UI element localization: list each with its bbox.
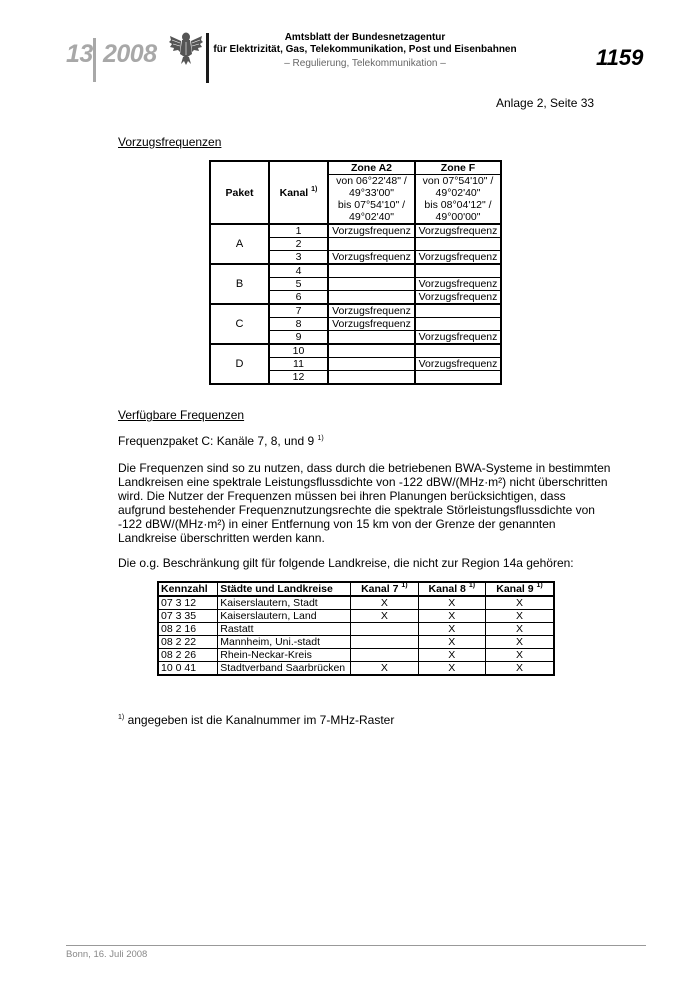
section-title-vorzugsfrequenzen: Vorzugsfrequenzen (118, 135, 222, 149)
zone-f-cell (415, 344, 501, 358)
zone-a2-cell (328, 371, 415, 385)
zone-a2-cell (328, 238, 415, 251)
kanal-9-cell: X (486, 649, 554, 662)
kanal-cell: 11 (269, 358, 328, 371)
zone-a2-cell (328, 344, 415, 358)
zone-a2-cell (328, 331, 415, 345)
zone-f-line: bis 08°04'12" / (415, 199, 501, 211)
frequenzpaket-line: Frequenzpaket C: Kanäle 7, 8, und 9 $^{1)}$ (118, 434, 324, 448)
vorzugsfrequenzen-table (209, 160, 502, 385)
zone-f-line: 49°00'00" (415, 211, 501, 224)
zone-a2-cell: Vorzugsfrequenz (328, 251, 415, 265)
kanal-cell: 1 (269, 224, 328, 238)
section-title-verfuegbare-frequenzen: Verfügbare Frequenzen (118, 408, 245, 422)
zone-f-cell (415, 318, 501, 331)
paket-cell: B (210, 264, 269, 304)
issue-divider (93, 38, 96, 82)
federal-eagle-icon (168, 28, 204, 68)
paket-cell: D (210, 344, 269, 384)
zone-a2-cell (328, 358, 415, 371)
header-zone-a2: Zone A2 (328, 161, 415, 175)
zone-a2-cell (328, 278, 415, 291)
kanal-cell: 4 (269, 264, 328, 278)
zone-a2-cell: Vorzugsfrequenz (328, 304, 415, 318)
kanal-8-cell: X (418, 623, 485, 636)
table-row (210, 224, 501, 238)
zone-f-cell: Vorzugsfrequenz (415, 224, 501, 238)
zone-f-cell (415, 371, 501, 385)
kanal-cell: 8 (269, 318, 328, 331)
kennzahl-cell: 08 2 16 (158, 623, 218, 636)
gazette-subtitle: – Regulierung, Telekommunikation – (284, 58, 446, 69)
zone-a2-line: 49°02'40" (328, 211, 415, 224)
header-kennzahl: Kennzahl (158, 582, 218, 596)
zone-a2-cell (328, 291, 415, 305)
kanal-8-cell: X (418, 649, 485, 662)
zone-f-line: 49°02'40" (415, 187, 501, 199)
header-kanal-9: Kanal 9 $^{1)}$ (486, 582, 554, 596)
paket-cell: A (210, 224, 269, 264)
zone-a2-line: bis 07°54'10" / (328, 199, 415, 211)
zone-a2-cell (328, 264, 415, 278)
kanal-9-cell: X (486, 596, 554, 610)
gazette-title: Amtsblatt der Bundesnetzagentur (284, 32, 446, 43)
zone-f-cell: Vorzugsfrequenz (415, 278, 501, 291)
zone-a2-line: 49°33'00" (328, 187, 415, 199)
table-row (210, 344, 501, 358)
paket-cell: C (210, 304, 269, 344)
kanal-7-cell: X (351, 610, 418, 623)
kennzahl-cell: 07 3 12 (158, 596, 218, 610)
zone-a2-cell: Vorzugsfrequenz (328, 318, 415, 331)
kanal-9-cell: X (486, 623, 554, 636)
landkreise-table (157, 581, 555, 676)
kennzahl-cell: 10 0 41 (158, 662, 218, 676)
header-kanal: Kanal $^{1)}$ (269, 161, 328, 224)
table-row (158, 649, 554, 662)
landkreis-cell: Kaiserslautern, Land (218, 610, 351, 623)
kanal-7-cell: X (351, 662, 418, 676)
table-row (210, 264, 501, 278)
header-paket: Paket (210, 161, 269, 224)
header-divider (206, 33, 209, 83)
landkreis-cell: Rastatt (218, 623, 351, 636)
zone-a2-cell: Vorzugsfrequenz (328, 224, 415, 238)
table-row (158, 610, 554, 623)
footnote: $^{1)}$ angegeben ist die Kanalnummer im 7-MHz-Raster (118, 713, 395, 727)
kanal-7-cell: X (351, 596, 418, 610)
page-number: 1159 (596, 45, 644, 70)
table-row (158, 636, 554, 649)
landkreis-cell: Rhein-Neckar-Kreis (218, 649, 351, 662)
kennzahl-cell: 07 3 35 (158, 610, 218, 623)
landkreise-intro: Die o.g. Beschränkung gilt für folgende Landkreise, die nicht zur Region 14a gehören: (118, 556, 574, 570)
zone-f-cell: Vorzugsfrequenz (415, 291, 501, 305)
kanal-9-cell: X (486, 662, 554, 676)
header-staedte: Städte und Landkreise (218, 582, 351, 596)
kanal-7-cell (351, 649, 418, 662)
zone-f-cell: Vorzugsfrequenz (415, 358, 501, 371)
kanal-cell: 9 (269, 331, 328, 345)
table-row (158, 662, 554, 676)
kanal-cell: 5 (269, 278, 328, 291)
kennzahl-cell: 08 2 22 (158, 636, 218, 649)
kanal-8-cell: X (418, 596, 485, 610)
kanal-8-cell: X (418, 610, 485, 623)
footer-divider (66, 945, 646, 946)
table-row (158, 596, 554, 610)
zone-f-cell: Vorzugsfrequenz (415, 251, 501, 265)
landkreis-cell: Kaiserslautern, Stadt (218, 596, 351, 610)
kanal-cell: 10 (269, 344, 328, 358)
kanal-cell: 7 (269, 304, 328, 318)
kanal-cell: 12 (269, 371, 328, 385)
landkreis-cell: Mannheim, Uni.-stadt (218, 636, 351, 649)
issue-number: 13 (66, 40, 93, 68)
footer-date: Bonn, 16. Juli 2008 (66, 949, 148, 960)
header-zone-f: Zone F (415, 161, 501, 175)
annex-reference: Anlage 2, Seite 33 (496, 96, 595, 110)
header-kanal-8: Kanal 8 $^{1)}$ (418, 582, 485, 596)
zone-f-line: von 07°54'10" / (415, 175, 501, 188)
table-row (158, 623, 554, 636)
kanal-cell: 2 (269, 238, 328, 251)
zone-f-cell (415, 304, 501, 318)
kanal-cell: 3 (269, 251, 328, 265)
issue-year: 2008 (103, 40, 157, 68)
zone-f-cell (415, 238, 501, 251)
zone-a2-line: von 06°22'48" / (328, 175, 415, 188)
kanal-cell: 6 (269, 291, 328, 305)
table-row (210, 304, 501, 318)
kanal-7-cell (351, 623, 418, 636)
zone-f-cell (415, 264, 501, 278)
kanal-9-cell: X (486, 610, 554, 623)
landkreis-cell: Stadtverband Saarbrücken (218, 662, 351, 676)
kanal-7-cell (351, 636, 418, 649)
restriction-paragraph: Die Frequenzen sind so zu nutzen, dass durch die betriebenen BWA-Systeme in bestimmten Landkreisen eine spektrale Leistungsflussdichte von -122 dBW/(MHz·m²) nicht überschritten wird. Die Nutzer der Frequenzen müssen bei ihren Planungen berücksichtigen, dass aufgrund bestehender Frequenznutzungsrechte die spektrale Störleistungsflussdichte von -122 dBW/(MHz·m²) in einer Entfernung von 15 km von der Grenze der genannten Landkreise überschritten werden kann. (118, 461, 611, 545)
gazette-authority: für Elektrizität, Gas, Telekommunikation, Post und Eisenbahnen (213, 44, 517, 55)
zone-f-cell: Vorzugsfrequenz (415, 331, 501, 345)
kanal-9-cell: X (486, 636, 554, 649)
kanal-8-cell: X (418, 636, 485, 649)
kanal-8-cell: X (418, 662, 485, 676)
header-kanal-7: Kanal 7 $^{1)}$ (351, 582, 418, 596)
kennzahl-cell: 08 2 26 (158, 649, 218, 662)
